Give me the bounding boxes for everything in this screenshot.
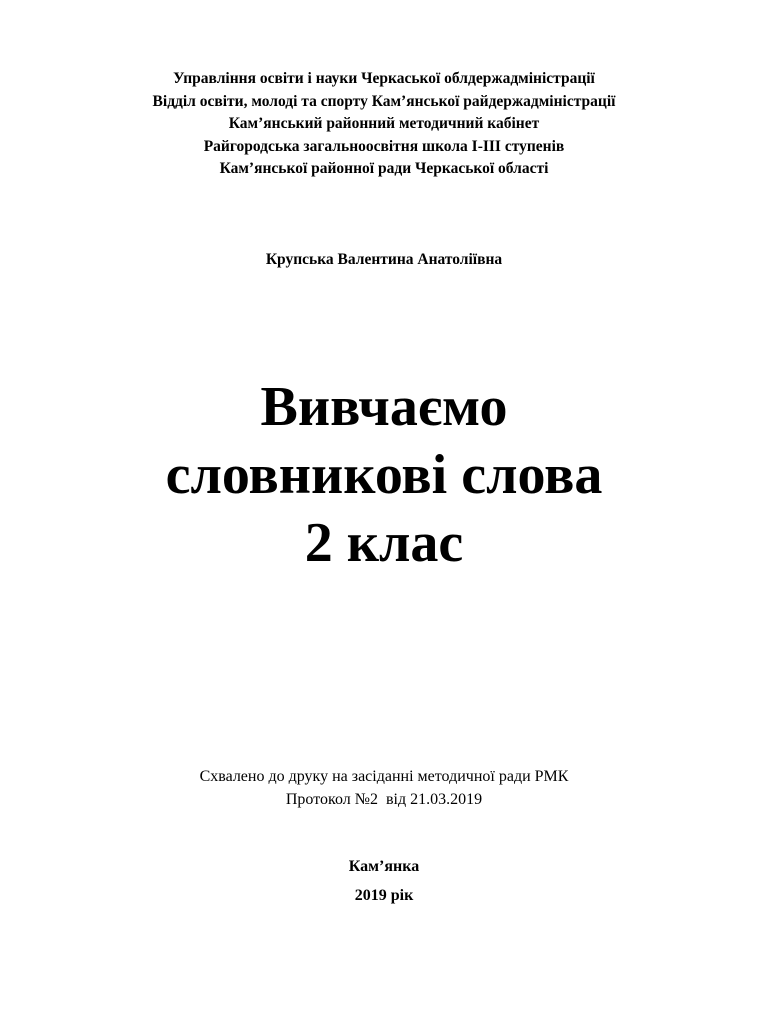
header-line-youth-sports-department: Відділ освіти, молоді та спорту Кам’янської райдержадміністрації [152,92,616,110]
author-name: Крупська Валентина Анатоліївна [265,251,503,268]
header-line-methodical-office: Кам’янський районний методичний кабінет [228,115,540,133]
publication-city: Кам’янка [348,858,420,875]
approval-note [0,766,768,811]
publication-year: 2019 рік [354,887,414,904]
title-line-1: Вивчаємо [260,376,508,438]
protocol-line: Протокол №2 від 21.03.2019 [285,790,483,808]
title-line-3: 2 клас [304,512,464,574]
institution-header [0,68,768,181]
approval-line: Схвалено до друку на засіданні методичної ради РМК [199,768,569,785]
header-line-district-council: Кам’янської районної ради Черкаської області [219,160,549,178]
header-line-department-of-education: Управління освіти і науки Черкаської облдержадміністрації [173,70,595,87]
document-title [0,373,768,577]
title-line-2: словникові слова [165,444,603,506]
header-line-school-name: Райгородська загальноосвітня школа І-ІІІ ступенів [203,137,565,155]
